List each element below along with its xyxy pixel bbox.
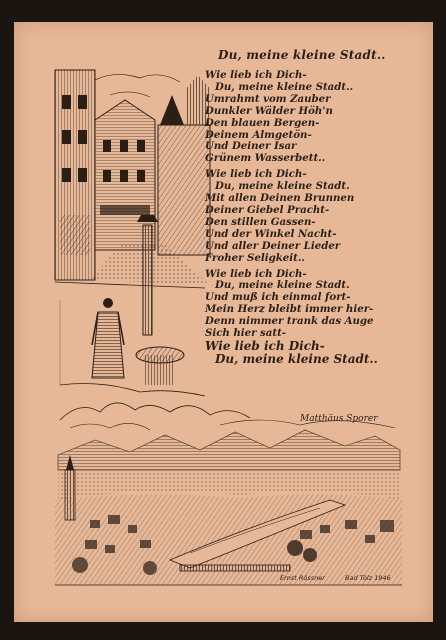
poem-line: Und aller Deiner Lieder (205, 239, 341, 252)
poem-line: Und muß ich einmal fort- (205, 291, 351, 304)
poem-line: Wie lieb ich Dich- (205, 338, 325, 353)
street-scene-illustration (55, 61, 211, 396)
poem-line: Wie lieb ich Dich- (205, 69, 307, 81)
statue-figure (92, 298, 124, 378)
poem-line: Dunkler Wälder Höh'n (205, 104, 333, 117)
poem-line: Du, meine kleine Stadt.. (215, 351, 378, 366)
poem-line: Und der Winkel Nacht- (205, 227, 337, 240)
poem-line: Froher Seligkeit.. (205, 251, 305, 264)
poem-line: Du, meine kleine Stadt.. (215, 80, 354, 93)
poem-line: Sich hier satt- (205, 327, 287, 340)
poem-line: Umrahmt vom Zauber (205, 92, 331, 105)
poem-stanza-3 (205, 269, 405, 366)
artist-signature (280, 574, 409, 582)
mountains-illustration (58, 430, 400, 500)
place-date: Bad Tölz 1946 (345, 574, 391, 582)
poem-line: Deiner Giebel Pracht- (205, 203, 330, 216)
poem-line: Denn nimmer trank das Auge (205, 315, 374, 328)
poem-stanza-1 (205, 70, 405, 165)
poem-line: Du, meine kleine Stadt. (215, 180, 350, 193)
poem-line: Den stillen Gassen- (205, 215, 316, 228)
poem-title: Du, meine kleine Stadt.. (218, 48, 386, 62)
poem-line: Mein Herz bleibt immer hier- (205, 303, 374, 316)
poem-line: Du, meine kleine Stadt. (215, 279, 350, 292)
poem-line: Deinem Almgetön- (205, 128, 312, 141)
poem-line: Und Deiner Isar (205, 140, 297, 153)
poem-line: Wie lieb ich Dich- (205, 267, 307, 280)
poem-line: Mit allen Deinen Brunnen (205, 192, 355, 205)
poem-author: Matthäus Sporer (300, 414, 378, 424)
poem-text (205, 70, 405, 370)
poem-line: Den blauen Bergen- (205, 116, 320, 129)
poem-line: Grünem Wasserbett.. (205, 152, 326, 165)
poem-stanza-2 (205, 169, 405, 264)
poem-line: Wie lieb ich Dich- (205, 168, 307, 181)
artist-name: Ernst Rössner (280, 574, 325, 582)
